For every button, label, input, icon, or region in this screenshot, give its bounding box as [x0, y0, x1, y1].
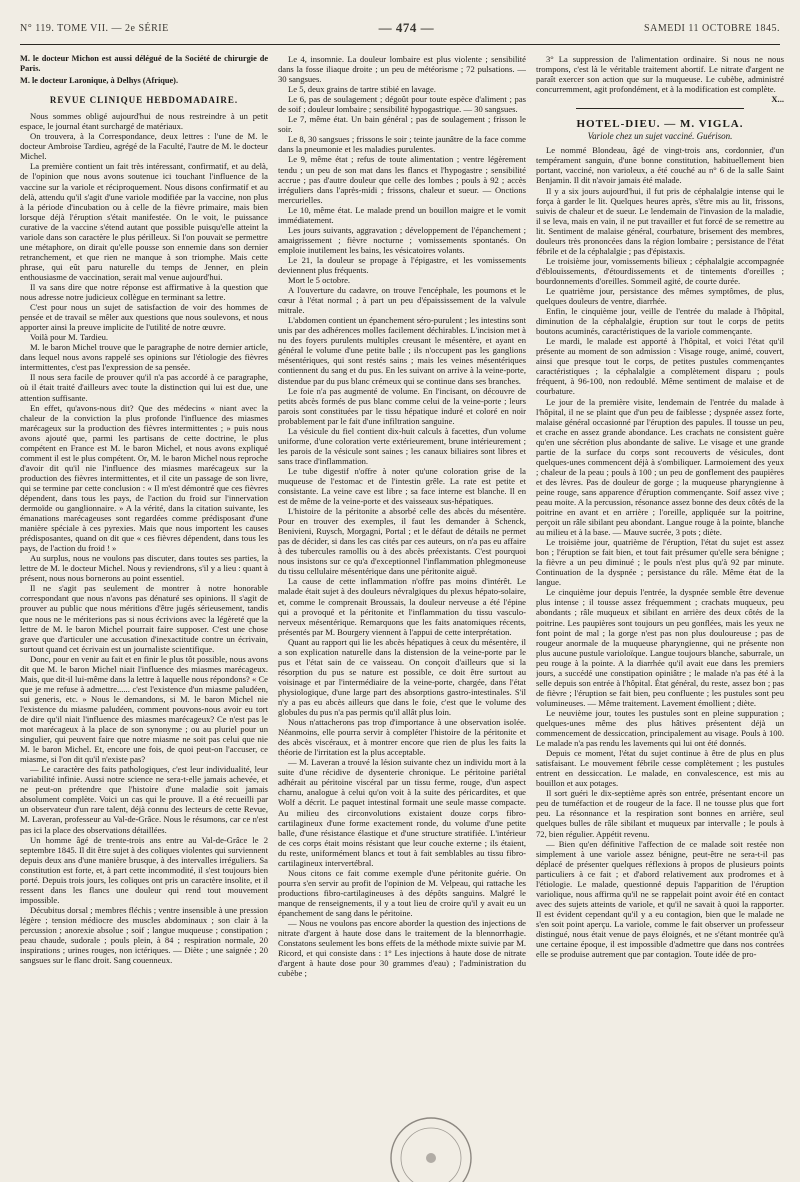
delegate-note: M. le docteur Michon est aussi délégué de la Société de chirurgie de Paris. [20, 54, 268, 74]
paragraph: Le 4, insomnie. La douleur lombaire est plus violente ; sensibilité dans la fosse iliaque droite ; un peu de météorisme ; 72 pulsations. — 30 sangsues. [278, 54, 526, 85]
paragraph: Le 10, même état. Le malade prend un bouillon maigre et le vomit immédiatement. [278, 204, 526, 225]
text-columns [20, 54, 788, 1172]
paragraph: Décubitus dorsal ; membres fléchis ; ventre insensible à une pression légère ; tension médiocre des muscles abdominaux ; son clair à la percussion ; anorexie absolue ; soif ; langue muqueuse ; constipation ; peau chaude, sudorale ; pouls plein, à 84 ; respiration normale, 20 inspirations ; urines rouges, non ictériques. — Diète ; une saignée ; 20 sangsues sur le flanc droit. Sang couenneux. [20, 904, 268, 966]
section-heading: HOTEL-DIEU. — M. VIGLA. [576, 118, 744, 131]
paragraph: Le 6, pas de soulagement ; dégoût pour toute espèce d'aliment ; pas de soif ; douleur lombaire ; sensibilité hypogastrique. — 30 sangsues. [278, 94, 526, 115]
divider [576, 108, 744, 109]
library-stamp [385, 1112, 477, 1182]
paragraph: Il nous sera facile de prouver qu'il n'a pas accordé à ce paragraphe, où il était traité d'ailleurs avec toute la distinction qui lui est due, une attention suffisante. [20, 372, 268, 403]
delegate-note: M. le docteur Laronique, à Delhys (Afrique). [20, 76, 179, 86]
paragraph: Le 5, deux grains de tartre stibié en lavage. [288, 84, 436, 95]
paragraph: Le mardi, le malade est apporté à l'hôpital, et voici l'état qu'il présente au moment de son admission : Visage rouge, animé, couvert, ainsi que presque tout le corps, de petites pustules commençantes caractéristiques ; la céphalalgie a complètement disparu ; pouls fréquent, à 96-100, non redoublé. Même sentiment de malaise et de courbature. [536, 336, 784, 397]
paragraph: Le nommé Blondeau, âgé de vingt-trois ans, cordonnier, d'un tempérament sanguin, d'une bonne constitution, habituellement bien portant, vacciné, non varioleux, a été couché au n° 6 de la salle Saint Benjamin. Il dit n'avoir jamais été malade. [536, 145, 784, 186]
paragraph: La vésicule du fiel contient dix-huit calculs à facettes, d'un volume uniforme, d'une coloration verte extérieurement, brune intérieurement ; les parois de la vésicule sont saines ; les canaux biliaires sont libres et sans trace d'inflammation. [278, 425, 526, 466]
paragraph: Il va sans dire que notre réponse est affirmative à la question que nous adresse notre judicieux collègue en terminant sa lettre. [20, 281, 268, 303]
paragraph: — M. Laveran a trouvé la lésion suivante chez un individu mort à la suite d'une récidive de dysenterie chronique. Le péritoine pariétal adhérait au péritoine viscéral par un tissu ferme, rouge, d'un aspect charnu, analogue à celui qu'on voit à la suite des péricardites, et que Wolf a décrit. Le paquet intestinal formait une seule masse compacte. Au milieu des circonvolutions existaient douze corps fibro-cartilagineux d'une forme exactement ronde, du volume d'une petite balle, d'une résistance élastique et d'une structure stratifiée. L'intérieur de ces corps était moins résistant que leur couche externe ; ils étaient, du reste, uniformément blancs et tout à fait semblables au tissu fibro-cartilagineux intervertébral. [278, 757, 526, 868]
column-2 [278, 54, 526, 1172]
running-header [20, 12, 780, 45]
paragraph: 3° La suppression de l'alimentation ordinaire. Si nous ne nous trompons, c'est là le véritable traitement abortif. Le nitrate d'argent ne paraît exercer son action que sur la muqueuse. Le cubèbe, administré concurremment, agit profondément, et à la modification est complète. [536, 54, 784, 95]
paragraph: Le tube digestif n'offre à noter qu'une coloration grise de la muqueuse de l'estomac et de l'intestin grêle. La rate est petite et consistante. La veine cave est libre ; sa face interne est blanche. Il en est de même de la veine-porte et des vaisseaux sus-hépatiques. [278, 465, 526, 507]
paragraph: Le 8, 30 sangsues ; frissons le soir ; teinte jaunâtre de la face comme dans la pneumonie et les maladies purulentes. [278, 134, 526, 155]
paragraph: M. le baron Michel trouve que le paragraphe de notre dernier article, dans lequel nous avons rappelé ses opinions sur l'étiologie des fièvres intermittentes, c'est pas l'expression de sa pensée. [20, 342, 268, 373]
paragraph: Mort le 5 octobre. [288, 275, 351, 286]
paragraph: Nous sommes obligé aujourd'hui de nous restreindre à un petit espace, le journal étant surchargé de matériaux. [20, 111, 268, 132]
paragraph: — Le caractère des faits pathologiques, c'est leur individualité, leur variabilité infinie. Aussi notre science ne sera-t-elle jamais achevée, et ne peut-on prétendre que l'histoire d'une maladie soit jamais absolument complète. Voici un cas qui le prouve. Il a été recueilli par un observateur d'un rare talent, déjà connu des lecteurs de cette Revue, M. Laveran, professeur au Val-de-Grâce. Nous le résumons, car ce n'est pas ici la place des observations détaillées. [20, 764, 268, 835]
paragraph: Quant au rapport qui lie les abcès hépatiques à ceux du mésentère, il a son explication naturelle dans la distension de la veine-porte par le pus et l'état sain de ce vaisseau. On conçoit d'ailleurs que si la résorption du pus se nature est possible, ce doit être surtout au voisinage et par l'intermédiaire de la veine-porte, chargée, dans l'état physiologique, d'une large part des absorptions gastro-intestinales. S'il n'y a pas eu abcès ailleurs que dans le foie, c'est que le volume des globules du pus n'a pas permis qu'il allât plus loin. [278, 636, 526, 718]
paragraph: Le 7, même état. Un bain général ; pas de soulagement ; frisson le soir. [278, 114, 526, 135]
paragraph: Il sort guéri le dix-septième après son entrée, présentant encore un peu de tuméfaction et de rougeur de la face. Il ne tousse plus que fort peu. La résonnance et la respiration sont bonnes en arrière, seul quelques bulles de râle sibilant et muqueux par intervalle ; le pouls à 72, bien régulier. Appétit revenu. [536, 788, 784, 839]
paragraph: La première contient un fait très intéressant, confirmatif, et au delà, de l'opinion que nous avons soutenue ici touchant l'influence de la vaccine sur la variole et réciproquement. Nous disons confirmatif et au delà, attendu qu'il s'agit d'une variole modifiée par la vaccine, non plus à la période d'incubation ou à celle de la fièvre primaire, mais bien lorsque déjà l'éruption s'était manifestée. On le voit, le puissance curative de la vaccine s'étend autant que possible puisqu'elle atteint la variole dans son caractère le plus périlleux. Si l'on pouvait se permettre une métaphore, on dirait qu'elle pousse son ennemie dans son dernier retranchement, et que rien ne manque à son triomphe. Mais cette phrase, qui eût paru naturelle du temps de Jenner, en plein enthousiasme de vaccination, serait mal venue aujourd'hui. [20, 161, 268, 282]
paragraph: Le 21, la douleur se propage à l'épigastre, et les vomissements deviennent plus fréquents. [278, 254, 526, 275]
paragraph: Donc, pour en venir au fait et en finir le plus tôt possible, nous avons dit que M. le baron Michel niait l'influence des miasmes marécageux. Mais, que dit-il lui-même dans la lettre à laquelle nous répondons? « Ce que je me refuse à admettre...... c'est l'existence d'un miasme paludéen, sui generis, etc. » Nous le demandons, si M. le baron Michel nie l'existence du miasme paludéen, comment pouvons-nous avoir eu tort de dire qu'il niait l'influence des miasmes marécageux? Ce n'est pas le mot marécageux à la place de son synonyme ; ou au pluriel pour un singulier, qui peuvent faire que notre miasme ne soit pas celui que nie M. le baron Michel. Et, encore une fois, de quoi peut-on l'accuser, ce miasme, si l'on dit qu'il n'existe pas? [20, 653, 268, 765]
paragraph: Il ne s'agit pas seulement de montrer à notre honorable correspondant que nous n'avons pas dénaturé ses opinions. Il s'agit de prouver au public que nous méritions d'être jugés sérieusement, tandis que nous ne le mériterions pas si nous écrivions avec la légèreté que la lettre de M. le baron Michel pourrait faire supposer. C'est une chose grave que d'articuler une accusation d'inexactitude contre un écrivain, surtout quand cet écrivain est un journaliste scientifique. [20, 583, 268, 654]
paragraph: L'abdomen contient un épanchement séro-purulent ; les intestins sont unis par des adhérences molles facilement déchirables. L'incision met à nu des foyers purulents multiples creusant le mésentère, et ayant en général le volume d'une petite balle ; ils n'occupent pas les ganglions mésentériques, qui sont restés sains ; mais les veines mésentériques contiennent du sang et du pus. En les suivant on arrive à la veine-porte, distendue par du pus blanc crémeux qui se continue dans ses branches. [278, 315, 526, 386]
section-heading: REVUE CLINIQUE HEBDOMADAIRE. [49, 95, 239, 106]
paragraph: Enfin, le cinquième jour, veille de l'entrée du malade à l'hôpital, diminution de la céphalalgie, éruption sur tout le corps de petits boutons acuminés, caractéristiques de la variole commençante. [536, 306, 784, 337]
paragraph: Le jour de la première visite, lendemain de l'entrée du malade à l'hôpital, il ne se plaint que d'un peu de faiblesse ; dyspnée assez forte, malaise général occasionné par l'éruption des papules. Il tousse un peu, et crache en assez grande abondance. Les crachats ne consistent guère qu'en une sécrétion plus abondante de salive. Le visage et une grande partie de la surface du corps sont recouverts de vésicules, dont quelques-unes commencent déjà à s'ombiliquer. Larmoiement des yeux ; chaleur de la peau ; pouls à 100 ; un peu de gonflement des paupières et des lèvres. Pas de douleur de gorge ; la muqueuse pharyngienne à peine rouge, sans apparence d'éruption commençante. Soif assez vive ; peau moite. A la percussion, résonance assez bonne des deux côtés de la poitrine en avant et en arrière ; l'oreille, appliquée sur la poitrine, perçoit un râle sibilant peu abondant. Langue rouge à la pointe, blanche au milieu et à la base. — Mauve sucrée, 3 pots ; diète. [536, 396, 784, 538]
paragraph: Voilà pour M. Tardieu. [30, 332, 109, 343]
column-3 [536, 54, 784, 1172]
paragraph: Le foie n'a pas augmenté de volume. En l'incisant, on découvre de petits abcès formés de pus blanc comme celui de la veine-porte ; leurs parois sont constituées par le tissu hépatique induré et coloré en noir probablement par le fait d'une infiltration sanguine. [278, 385, 526, 426]
paragraph: Depuis ce moment, l'état du sujet continue à être de plus en plus satisfaisant. Le mouvement fébrile cesse complètement ; les pustules entrent en dessiccation. Le malade, en convalescence, est mis au bouillon et aux potages. [536, 748, 784, 789]
paragraph: Le 9, même état ; refus de toute alimentation ; ventre légèrement tendu ; un peu de son mat dans les flancs et l'hypogastre ; sensibilité accrue ; pas d'autre douleur que celle des lombes ; pouls à 92 ; accès irréguliers dans l'après-midi ; frissons, chaleur et sueur. — Onctions mercurielles. [278, 154, 526, 205]
paragraph: L'histoire de la péritonite a absorbé celle des abcès du mésentère. Pour en trouver des exemples, il faut les demander à Schenck, Benivieni, Ruysch, Morgagni, Portal ; et le défaut de détails ne permet pas de décider, si dans les cas cités par ces auteurs, on n'a pas eu affaire à des tubercules ramollis ou à des abcès préexistants. C'est pourquoi nous insistons sur ce qu'a d'exceptionnel l'inflammation phlegmoneuse du tissu cellulaire mésentérique dans une péritonite aiguë. [278, 506, 526, 577]
case-subheading: Variole chez un sujet vacciné. Guérison. [587, 131, 733, 142]
paragraph: Le troisième jour, vomissements bilieux ; céphalalgie accompagnée d'éblouissements, d'étourdissements et de tintements d'oreilles ; bourdonnements d'oreilles. Sommeil agité, de courte durée. [536, 255, 784, 286]
page-number: — 474 — [378, 20, 435, 35]
paragraph: Le quatrième jour, persistance des mêmes symptômes, de plus, quelques douleurs de ventre, diarrhée. [536, 285, 784, 307]
paragraph: Le neuvième jour, toutes les pustules sont en pleine suppuration ; quelques-unes même des plus hâtives présentent déjà un commencement de dessiccation, principalement au visage. Pouls à 100. Le malade n'a pas rendu les lavements qui lui ont été donnés. [536, 707, 784, 749]
paragraph: — Nous ne voulons pas encore aborder la question des injections de nitrate d'argent à haute dose dans le traitement de la blennorrhagie. Constatons seulement les bons effets de la méthode mixte suivie par M. Ricord, et qui consiste dans : 1° Les injections à haute dose de nitrate d'argent à haute dose pour 30 grammes d'eau) ; l'administration du cubèbe ; [278, 918, 526, 979]
paragraph: La cause de cette inflammation n'offre pas moins d'intérêt. Le malade était sujet à des douleurs névralgiques du plexus hépato-solaire, et, comme le comprenait Broussais, la douleur nerveuse a été l'épine qui a provoqué et la péritonite et l'inflammation du tissu vasculo-nerveux mésentérique. Remarquons que les faits anatomiques récents, présentés par M. Bourgery viennent à l'appui de cette interprétation. [278, 576, 526, 637]
paragraph: Il y a six jours aujourd'hui, il fut pris de céphalalgie intense qui le força à garder le lit. Quelques heures après, s'être mis au lit, frissons, suivis de chaleur et de sueur. Le lendemain de l'invasion de la maladie, il se leva, mais en vain, il ne put travailler et fut forcé de se remettre au lit. Sentiment de malaise général, courbature, brisement des membres, douleurs très prononcées dans la région lombaire ; persistance de l'état fébrile et de la céphalalgie ; pas d'épistaxis. [536, 185, 784, 256]
signature: X... [771, 94, 784, 105]
paragraph: Les jours suivants, aggravation ; développement de l'épanchement ; amaigrissement ; fièvre nocturne ; vomissements spontanés. On emploie inutilement les bains, les vésicatoires volants. [278, 224, 526, 255]
header-right: SAMEDI 11 OCTOBRE 1845. [644, 22, 780, 34]
header-left: N° 119. TOME VII. — 2e SÉRIE [20, 22, 169, 34]
paragraph: En effet, qu'avons-nous dit? Que des médecins « niant avec la chaleur de la conviction la plus profonde l'influence des miasmes marécageux sur la production des fièvres intermittentes ; » puis nous avons ajouté que, parmi les partisans de cette doctrine, le plus compétent en France est M. le baron Michel, et nous avons expliqué comment il est le plus compétent. Or, M. le baron Michel nous reproche d'avoir dit qu'il nie l'influence des miasmes marécageux sur la production des fièvres intermittentes, et il cite un passage de son livre, qui se termine par cette conclusion : « Il m'est démontré que ces fièvres dépendent, dans tous les pays, de l'action du froid sur l'innervation dermoïde ou ganglionnaire. » A la vérité, dans la citation suivante, les émanations marécageuses sont regardées comme prédisposant d'une manière spéciale à ces pyrexies. Mais que nous importent les causes prédisposantes, quand on dit que « ces fièvres dépendent, dans tous les pays, de l'action du froid ! » [20, 402, 268, 554]
paragraph: — Bien qu'en définitive l'affection de ce malade soit restée non simplement à une variole assez bénigne, peut-être ne sera-t-il pas déplacé de présenter quelques réflexions à propos de plusieurs points particuliers à ce fait ; et d'abord relativement aux prodromes et à l'étiologie. Le malade, questionné depuis l'apparition de l'éruption variolique, nous affirma qu'il ne se rappelait point avoir été en contact avec des sujets atteints de variole, et qu'il ne savait à quoi la rapporter. Il est évident cependant qu'il y a eu contagion, bien que le malade ne s'en soit point aperçu. La variole, comme le fait observer un professeur distingué, nous était venue de pays éloignés, et ne s'étant montrée qu'à une certaine époque, il est impossible d'admettre que dans nos contrées elle se produise autrement que par contagion. Toute idée de pro- [536, 838, 784, 960]
paragraph: Un homme âgé de trente-trois ans entre au Val-de-Grâce le 2 septembre 1845. Il dit être sujet à des coliques violentes qui surviennent depuis deux ans d'une manière brusque, à des intervalles irréguliers. Sa constitution est forte, et, à part cette incommodité, il s'est toujours bien porté. Depuis trois jours, les coliques ont pris un caractère insolite, et il ressent dans les flancs une douleur qui rend tout mouvement impossible. [20, 834, 268, 905]
paragraph: On trouvera, à la Correspondance, deux lettres : l'une de M. le docteur Ambroise Tardieu, agrégé de la Faculté, l'autre de M. le docteur Michel. [20, 131, 268, 162]
paragraph: Le troisième jour, quatrième de l'éruption, l'état du sujet est assez bon ; l'éruption se fait bien, et tout fait présumer qu'elle sera bénigne ; la fièvre a un peu diminué ; le pouls n'est plus qu'à 92 par minute. Continuation de la dyspnée ; persistance du râle. Même état de la langue. [536, 537, 784, 588]
paragraph: Le cinquième jour depuis l'entrée, la dyspnée semble être devenue plus intense ; il tousse assez fréquemment ; crachats muqueux, peu abondants ; râle muqueux et sibilant en arrière des deux côtés de la poitrine. Les paupières sont toujours un peu gonflées, mais les yeux ne font point de mal ; la gorge n'est pas non plus douloureuse ; pas de rougeur anormale de la muqueuse pharyngienne, qui ne présente non plus aucune pustule varioloïque. Langue toujours blanche, saburrale, un peu rouge à la pointe. A la diarrhée qu'il avait eue dans les premiers jours, a succédé une constipation opiniâtre ; le malade n'a pas été à la selle depuis son entrée à l'hôpital. État général, du reste, assez bon ; pas de fièvre ; l'éruption se fait bien, peu confluente ; les pustules sont peu volumineuses. — Même traitement. Lavement émollient ; diète. [536, 587, 784, 708]
column-1 [20, 54, 268, 1172]
paragraph: C'est pour nous un sujet de satisfaction de voir des hommes de pensée et de travail se mêler aux questions que nous soulevons, et nous apporter ainsi la preuve implicite de l'utilité de notre œuvre. [20, 302, 268, 333]
paragraph: A l'ouverture du cadavre, on trouve l'encéphale, les poumons et le cœur à l'état normal ; à part un peu d'épaississement de la valvule mitrale. [278, 285, 526, 316]
paragraph: Nous citons ce fait comme exemple d'une péritonite guérie. On pourra s'en servir au profit de l'opinion de M. Velpeau, qui rattache les productions fibro-cartilagineuses à des dépôts sanguins. Malgré le manque de renseignements, il y a tout lieu de croire qu'il y avait eu un épanchement de sang dans le péritoine. [278, 867, 526, 918]
paragraph: Au surplus, nous ne voulons pas discuter, dans toutes ses parties, la lettre de M. le docteur Michel. Nous y reviendrons, s'il y a lieu : quant à présent, nous nous bornerons au point essentiel. [20, 553, 268, 584]
paragraph: Nous n'attacherons pas trop d'importance à une observation isolée. Néanmoins, elle pourra servir à compléter l'histoire de la péritonite et des abcès viscéraux, et à montrer encore que rien de plus les faits la théorie de l'irritation est la plus acceptable. [278, 717, 526, 758]
